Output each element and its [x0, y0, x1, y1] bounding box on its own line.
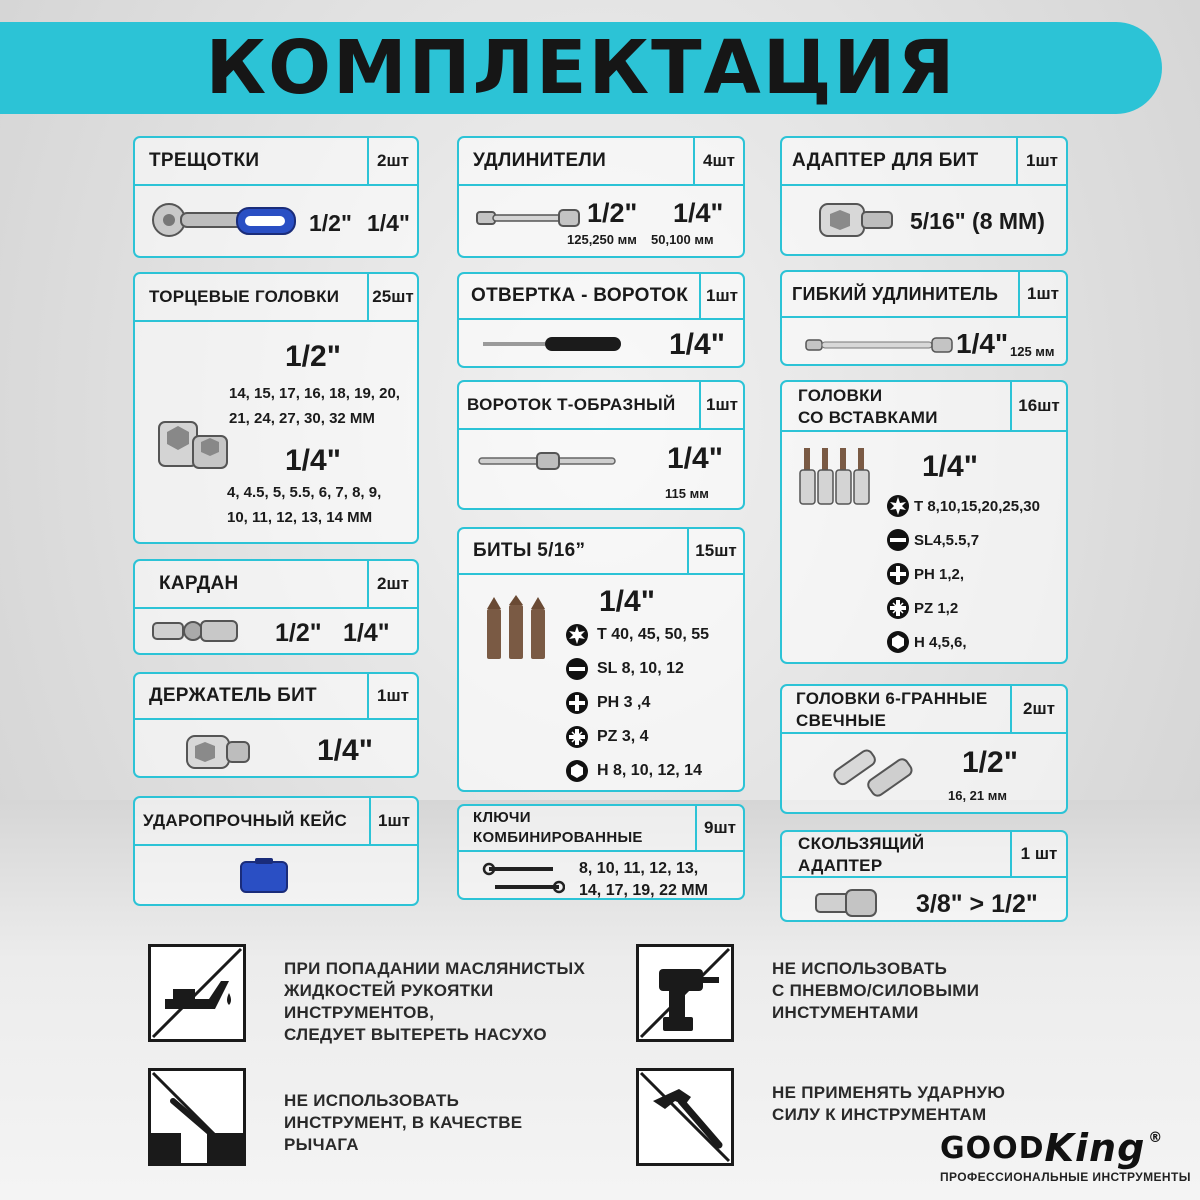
card-title-line: КЛЮЧИ: [473, 809, 531, 826]
slotted-icon: [886, 528, 910, 552]
brand-subtitle: ПРОФЕССИОНАЛЬНЫЕ ИНСТРУМЕНТЫ: [940, 1170, 1191, 1184]
quantity-label: 1шт: [1018, 272, 1066, 316]
length-label: 125,250 мм: [567, 232, 637, 247]
card-flex-extension: [780, 270, 1068, 366]
size-label: 3/8" > 1/2": [916, 890, 1038, 918]
bit-type-row: [886, 557, 1040, 591]
bit-type-text: SL4,5.5,7: [914, 531, 980, 549]
card-bits: [457, 527, 745, 792]
card-header: [135, 674, 417, 720]
hex-icon: [886, 630, 910, 654]
quantity-label: 1 шт: [1010, 832, 1066, 876]
registered-mark: ®: [1148, 1130, 1164, 1146]
warning-line: С ПНЕВМО/СИЛОВЫМИ: [772, 981, 980, 1000]
bit-type-list: [886, 489, 1040, 659]
wrenches-image: [481, 860, 565, 896]
lever-crossed-icon: [148, 1068, 246, 1166]
card-bit-sockets: [780, 380, 1068, 664]
card-header: [459, 274, 743, 320]
card-header: [782, 382, 1066, 432]
t-handle-image: [477, 450, 617, 472]
phillips-icon: [565, 691, 589, 715]
card-header: [782, 686, 1066, 734]
card-title: [796, 686, 987, 732]
size-list: 10, 11, 12, 13, 14 ММ: [227, 509, 373, 526]
size-label: 1/4": [922, 450, 978, 483]
card-title: ВОРОТОК Т-ОБРАЗНЫЙ: [467, 395, 676, 414]
card-spark-sockets: [780, 684, 1068, 814]
size-label: 1/4": [667, 442, 723, 475]
card-header: [135, 798, 417, 846]
bit-type-row: [565, 720, 709, 754]
size-list: 14, 15, 17, 16, 18, 19, 20,: [229, 385, 400, 402]
card-bit-holder: [133, 672, 419, 778]
card-title: БИТЫ 5/16”: [473, 540, 586, 561]
bits-image: [483, 595, 553, 661]
size-label: 1/4": [317, 734, 373, 767]
bit-sockets-image: [798, 444, 878, 508]
pozidriv-icon: [886, 596, 910, 620]
size-label: 1/4": [669, 328, 725, 361]
warning-line: ПРИ ПОПАДАНИИ МАСЛЯНИСТЫХ: [284, 959, 586, 978]
drill-crossed-icon: [636, 944, 734, 1042]
card-header: [135, 561, 417, 609]
card-header: [459, 382, 743, 430]
size-label: 1/2": [962, 746, 1018, 779]
card-header: [135, 138, 417, 186]
size-label: 1/4": [367, 210, 410, 236]
slotted-icon: [565, 657, 589, 681]
size-label: 1/4": [343, 619, 390, 647]
card-header: [459, 138, 743, 186]
quantity-label: 16шт: [1010, 382, 1066, 430]
card-title: ТОРЦЕВЫЕ ГОЛОВКИ: [149, 287, 340, 306]
warning-line: ИНСТРУМЕНТ, В КАЧЕСТВЕ: [284, 1113, 523, 1132]
size-label: 1/4": [285, 444, 341, 477]
oil-can-crossed-icon: [148, 944, 246, 1042]
quantity-label: 2шт: [1010, 686, 1066, 732]
bit-type-text: PZ 3, 4: [597, 728, 649, 745]
quantity-label: 1шт: [1016, 138, 1066, 184]
bit-type-list: [565, 618, 709, 788]
sliding-adapter-image: [812, 886, 882, 918]
card-header: [782, 138, 1066, 186]
card-header: [782, 832, 1066, 878]
bit-type-row: [565, 754, 709, 788]
card-title: КАРДАН: [159, 573, 239, 594]
bit-type-text: PH 3 ,4: [597, 694, 651, 711]
card-extensions: [457, 136, 745, 258]
size-list: 16, 21 мм: [948, 788, 1007, 803]
card-title-line: ГОЛОВКИ: [798, 386, 883, 405]
bit-adapter-image: [816, 200, 896, 240]
size-label: 5/16" (8 ММ): [910, 208, 1045, 234]
quantity-label: 2шт: [367, 138, 417, 184]
card-header: [782, 272, 1066, 318]
bit-type-row: [886, 489, 1040, 523]
quantity-label: 1шт: [367, 674, 417, 718]
hex-icon: [565, 759, 589, 783]
bit-type-row: [886, 625, 1040, 659]
size-label: 1/4": [673, 198, 724, 228]
bit-type-row: [565, 652, 709, 686]
size-label: 1/2": [285, 340, 341, 373]
card-sliding-adapter: [780, 830, 1068, 922]
size-label: 1/2": [309, 210, 352, 236]
bit-type-text: SL 8, 10, 12: [597, 660, 684, 677]
card-title: АДАПТЕР ДЛЯ БИТ: [792, 150, 979, 171]
card-ratchets: [133, 136, 419, 258]
card-bit-adapter: [780, 136, 1068, 256]
card-title-line: СВЕЧНЫЕ: [796, 711, 887, 730]
card-title: ДЕРЖАТЕЛЬ БИТ: [149, 685, 317, 706]
length-label: 50,100 мм: [651, 232, 714, 247]
bit-type-row: [886, 591, 1040, 625]
card-title: ОТВЕРТКА - ВОРОТОК: [471, 285, 689, 306]
brand-logo: [940, 1126, 1163, 1170]
card-title-line: СКОЛЬЗЯЩИЙ: [798, 834, 925, 853]
quantity-label: 1шт: [369, 798, 417, 844]
size-label: 1/4": [956, 328, 1009, 359]
warning-line: НЕ ИСПОЛЬЗОВАТЬ: [284, 1091, 460, 1110]
bit-type-text: H 4,5,6,: [914, 633, 967, 651]
card-header: [459, 806, 743, 852]
card-screwdriver: [457, 272, 745, 368]
card-title-line: СО ВСТАВКАМИ: [798, 408, 938, 427]
universal-joint-image: [151, 615, 241, 647]
bit-type-row: [565, 686, 709, 720]
card-t-handle: [457, 380, 745, 510]
quantity-label: 4шт: [693, 138, 743, 184]
card-title: ГИБКИЙ УДЛИНИТЕЛЬ: [792, 283, 999, 304]
size-label: 1/2": [587, 198, 638, 228]
size-list: 8, 10, 11, 12, 13,: [579, 860, 699, 877]
card-title: [798, 382, 938, 430]
size-list: 4, 4.5, 5, 5.5, 6, 7, 8, 9,: [227, 484, 382, 501]
length-label: 115 мм: [665, 486, 709, 501]
bit-holder-image: [183, 730, 253, 772]
card-header: [459, 529, 743, 575]
size-label: 1/2": [275, 619, 322, 647]
warning-lever-text: [284, 1090, 522, 1156]
card-wrenches: [457, 804, 745, 900]
warning-line: СИЛУ К ИНСТРУМЕНТАМ: [772, 1105, 987, 1124]
bit-type-row: [886, 523, 1040, 557]
card-case: [133, 796, 419, 906]
quantity-label: 25шт: [367, 274, 417, 320]
card-header: [135, 274, 417, 322]
quantity-label: 9шт: [695, 806, 743, 850]
bit-type-row: [565, 618, 709, 652]
screwdriver-image: [479, 330, 629, 358]
warning-line: НЕ ИСПОЛЬЗОВАТЬ: [772, 959, 948, 978]
quantity-label: 1шт: [699, 274, 743, 318]
socket-image: [153, 412, 237, 472]
card-title: [473, 806, 643, 850]
quantity-label: 2шт: [367, 561, 417, 607]
card-title: [798, 832, 924, 876]
bit-type-text: T 8,10,15,20,25,30: [914, 497, 1040, 515]
warning-line: СЛЕДУЕТ ВЫТЕРЕТЬ НАСУХО: [284, 1025, 547, 1044]
extension-bar-image: [475, 206, 581, 230]
flex-extension-image: [804, 334, 954, 356]
logo-text: GOOD: [940, 1130, 1045, 1166]
card-cardan: [133, 559, 419, 655]
card-title: ТРЕЩОТКИ: [149, 150, 260, 171]
size-label: 1/4": [599, 585, 655, 618]
warning-line: НЕ ПРИМЕНЯТЬ УДАРНУЮ: [772, 1083, 1006, 1102]
card-title-line: ГОЛОВКИ 6-ГРАННЫЕ: [796, 689, 988, 708]
spark-sockets-image: [822, 744, 922, 802]
logo-text: King: [1044, 1126, 1146, 1170]
size-list: 21, 24, 27, 30, 32 ММ: [229, 410, 375, 427]
phillips-icon: [886, 562, 910, 586]
warning-line: ИНСТУМЕНТАМИ: [772, 1003, 919, 1022]
hammer-crossed-icon: [636, 1068, 734, 1166]
ratchet-image: [149, 200, 299, 242]
warning-line: ИНСТРУМЕНТОВ,: [284, 1003, 435, 1022]
page-title: КОМПЛЕКТАЦИЯ: [205, 25, 957, 111]
bit-type-text: H 8, 10, 12, 14: [597, 762, 702, 779]
size-list: 14, 17, 19, 22 ММ: [579, 882, 708, 899]
warning-oil-text: [284, 958, 585, 1046]
torx-icon: [886, 494, 910, 518]
bit-type-text: PH 1,2,: [914, 565, 965, 583]
card-sockets: [133, 272, 419, 544]
warning-line: РЫЧАГА: [284, 1135, 359, 1154]
torx-icon: [565, 623, 589, 647]
quantity-label: 15шт: [687, 529, 743, 573]
bit-type-text: PZ 1,2: [914, 599, 959, 617]
quantity-label: 1шт: [699, 382, 743, 428]
card-title-line: КОМБИНИРОВАННЫЕ: [473, 829, 643, 846]
card-title-line: АДАПТЕР: [798, 856, 883, 875]
card-title: УДАРОПРОЧНЫЙ КЕЙС: [143, 811, 348, 830]
pozidriv-icon: [565, 725, 589, 749]
card-title: УДЛИНИТЕЛИ: [473, 150, 607, 171]
bit-type-text: T 40, 45, 50, 55: [597, 626, 710, 643]
length-label: 125 мм: [1010, 344, 1055, 359]
warning-line: ЖИДКОСТЕЙ РУКОЯТКИ: [284, 981, 494, 1000]
case-image: [239, 858, 289, 894]
warning-power-text: [772, 958, 979, 1024]
warning-impact-text: [772, 1082, 1005, 1126]
